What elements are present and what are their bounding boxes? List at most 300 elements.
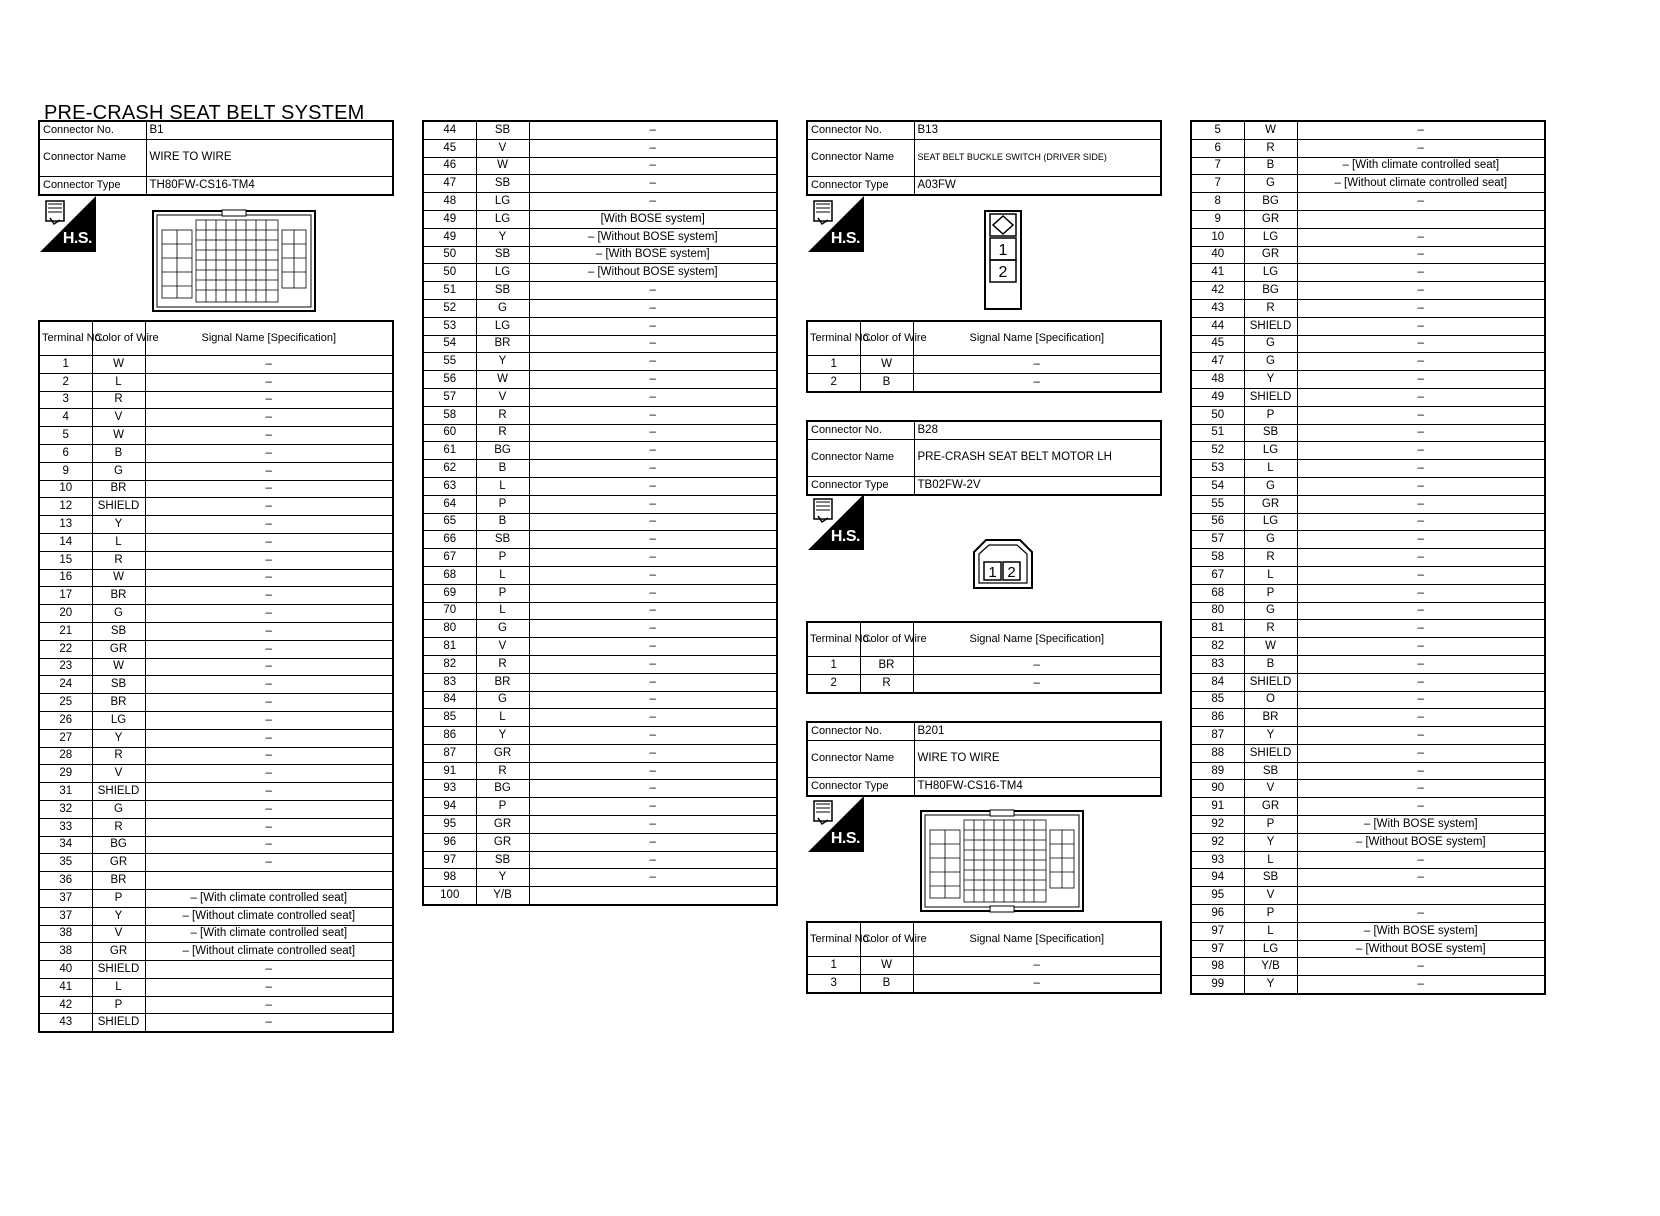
wire-color-cell: GR [92,854,145,872]
wire-color-cell: G [1244,602,1297,620]
wire-color-cell: G [92,605,145,623]
wire-color-cell: LG [1244,264,1297,282]
table-row [423,531,777,549]
hs-icon [808,796,864,852]
wire-color-cell: W [92,569,145,587]
terminal-no-cell: 54 [1191,477,1244,495]
wire-color-cell: BR [92,480,145,498]
terminal-no-cell: 97 [1191,940,1244,958]
signal-name-cell: – [145,836,393,854]
terminal-no-cell: 86 [1191,709,1244,727]
terminal-no-header: Terminal No. [807,922,860,957]
b28-terminal-table [806,621,1162,694]
table-row [1191,228,1545,246]
table-row [423,264,777,282]
terminal-no-cell: 12 [39,498,92,516]
signal-name-cell: – [529,175,777,193]
connector-type-label: Connector Type [807,476,914,494]
signal-name-cell: – [1297,727,1545,745]
table-row [1191,673,1545,691]
table-row [423,655,777,673]
terminal-no-cell: 81 [1191,620,1244,638]
signal-name-cell [1297,210,1545,228]
signal-name-cell: – [1297,353,1545,371]
table-row [39,747,393,765]
table-row [1191,833,1545,851]
terminal-no-cell: 38 [39,943,92,961]
connector-name-label: Connector Name [807,740,914,777]
terminal-no-cell: 27 [39,729,92,747]
table-row [1191,531,1545,549]
wire-color-cell: V [1244,887,1297,905]
table-row [39,783,393,801]
table-row [423,566,777,584]
terminal-no-cell: 80 [1191,602,1244,620]
wire-color-cell: R [476,406,529,424]
table-row [423,460,777,478]
terminal-no-cell: 6 [39,444,92,462]
terminal-no-cell: 62 [423,460,476,478]
terminal-no-cell: 99 [1191,976,1244,994]
wire-color-cell: G [476,691,529,709]
signal-name-cell: – [529,299,777,317]
table-row [1191,780,1545,798]
table-row [423,246,777,264]
signal-name-cell: – [1297,317,1545,335]
b1-info-table [38,120,394,196]
wire-color-cell: BG [1244,193,1297,211]
signal-name-cell: – [145,622,393,640]
signal-name-cell: – [1297,139,1545,157]
table-row [807,974,1161,992]
table-row [423,549,777,567]
wire-color-cell: G [92,800,145,818]
terminal-no-cell: 31 [39,783,92,801]
signal-name-cell: – [145,961,393,979]
table-row [39,391,393,409]
signal-name-cell: – [1297,655,1545,673]
signal-name-cell: – [1297,299,1545,317]
table-row [807,957,1161,975]
signal-name-cell: – [145,516,393,534]
table-row [39,800,393,818]
hs-label: H.S. [830,230,860,247]
table-row [39,356,393,374]
signal-name-cell: – [1297,371,1545,389]
terminal-no-cell: 57 [1191,531,1244,549]
table-row [423,691,777,709]
signal-name-cell: – [145,640,393,658]
wire-color-cell: G [1244,477,1297,495]
table-row [807,674,1161,692]
terminal-no-cell: 94 [423,798,476,816]
signal-name-cell: – [529,121,777,139]
signal-name-cell: – [1297,584,1545,602]
table-row [423,602,777,620]
wire-color-cell: SHIELD [1244,317,1297,335]
signal-name-cell: – [529,727,777,745]
terminal-no-cell: 25 [39,694,92,712]
signal-name-cell: – [145,480,393,498]
signal-name-cell: – [529,744,777,762]
terminal-no-cell: 92 [1191,833,1244,851]
wire-color-cell: BR [1244,709,1297,727]
wire-color-cell: B [476,513,529,531]
terminal-no-cell: 97 [1191,922,1244,940]
wire-color-cell: Y [476,869,529,887]
terminal-no-cell: 80 [423,620,476,638]
wire-color-cell: V [476,139,529,157]
terminal-no-cell: 40 [39,961,92,979]
signal-name-cell: – [1297,851,1545,869]
terminal-no-cell: 7 [1191,157,1244,175]
table-row [423,193,777,211]
wire-color-cell: P [1244,905,1297,923]
signal-name-cell: – [1297,264,1545,282]
table-row [39,622,393,640]
terminal-no-cell: 2 [807,373,860,391]
wire-color-cell: V [92,925,145,943]
table-row [423,477,777,495]
table-row [1191,638,1545,656]
b201-terminal-rows-continued [1191,121,1545,994]
signal-name-cell: – [With BOSE system] [529,246,777,264]
wire-color-cell: G [476,299,529,317]
signal-name-cell: – [145,694,393,712]
b1-connector-no: B1 [146,121,393,139]
terminal-no-cell: 83 [423,673,476,691]
wire-color-cell: Y [92,516,145,534]
wire-color-cell: B [1244,157,1297,175]
wire-color-cell: Y [1244,833,1297,851]
b13-terminal-table [806,320,1162,393]
wire-color-cell: SHIELD [1244,673,1297,691]
table-row [423,816,777,834]
terminal-no-cell: 3 [39,391,92,409]
wire-color-cell: R [860,674,913,692]
color-of-wire-header: Color of Wire [92,321,145,356]
signal-name-cell: – [1297,638,1545,656]
wire-color-cell: P [1244,584,1297,602]
signal-name-cell: – [1297,620,1545,638]
table-row [1191,157,1545,175]
terminal-no-cell: 93 [423,780,476,798]
terminal-no-cell: 45 [423,139,476,157]
table-row [423,513,777,531]
wire-color-cell: BG [92,836,145,854]
wire-color-cell: SB [1244,869,1297,887]
wire-color-cell: P [92,996,145,1014]
terminal-no-cell: 34 [39,836,92,854]
wire-color-cell: L [1244,460,1297,478]
table-row [39,765,393,783]
table-row [807,657,1161,675]
signal-name-cell: – [145,658,393,676]
signal-name-cell: – [529,353,777,371]
table-row [39,836,393,854]
table-row [423,335,777,353]
wire-color-cell: R [1244,299,1297,317]
signal-name-cell: – [529,566,777,584]
wire-color-cell: GR [476,816,529,834]
wire-color-cell: L [476,602,529,620]
wire-color-cell: SHIELD [1244,388,1297,406]
wire-color-cell: R [92,747,145,765]
b13-pin-2: 2 [998,264,1008,281]
wire-color-cell: R [1244,139,1297,157]
wire-color-cell: L [92,533,145,551]
table-row [1191,442,1545,460]
table-row [1191,727,1545,745]
wire-color-cell: LG [1244,513,1297,531]
connector-name-label: Connector Name [39,139,146,176]
wire-color-cell: BG [1244,282,1297,300]
terminal-no-cell: 54 [423,335,476,353]
wire-color-cell: B [860,373,913,391]
b201-connector-face [920,810,1084,912]
wire-color-cell: BG [476,442,529,460]
signal-name-cell: – [145,729,393,747]
signal-name-cell: – [1297,442,1545,460]
table-row [1191,602,1545,620]
signal-name-cell: – [Without climate controlled seat] [145,907,393,925]
table-row [39,658,393,676]
connector-no-label: Connector No. [39,121,146,139]
wire-color-cell: W [1244,121,1297,139]
signal-name-cell: – [529,673,777,691]
wire-color-cell: P [476,798,529,816]
terminal-no-header: Terminal No. [807,622,860,657]
wire-color-cell: L [1244,851,1297,869]
terminal-no-cell: 85 [1191,691,1244,709]
terminal-no-cell: 26 [39,711,92,729]
wire-color-cell: L [1244,922,1297,940]
b201-terminal-table [806,921,1162,994]
wire-color-cell: SHIELD [1244,744,1297,762]
table-row [1191,193,1545,211]
wire-color-cell: BR [860,657,913,675]
terminal-no-cell: 7 [1191,175,1244,193]
b1-terminal-rows-continued [423,121,777,905]
hs-label: H.S. [830,528,860,545]
terminal-no-cell: 87 [1191,727,1244,745]
wire-color-cell: BR [476,673,529,691]
table-row [39,516,393,534]
wire-color-cell: P [476,584,529,602]
table-row [423,121,777,139]
terminal-no-cell: 63 [423,477,476,495]
table-row [39,427,393,445]
b201-connector-name: WIRE TO WIRE [914,740,1161,777]
wire-color-cell: LG [476,210,529,228]
wire-color-cell: SB [476,851,529,869]
table-row [423,371,777,389]
signal-name-cell: – [1297,531,1545,549]
connector-type-label: Connector Type [807,777,914,795]
signal-name-cell: – [529,638,777,656]
signal-name-cell: – [1297,762,1545,780]
signal-name-header: Signal Name [Specification] [913,321,1161,356]
b201-terminal-table-continued [1190,120,1546,995]
terminal-no-cell: 98 [423,869,476,887]
signal-name-cell: – [529,317,777,335]
wire-color-cell: B [476,460,529,478]
table-row [39,444,393,462]
signal-name-cell: – [529,833,777,851]
terminal-no-cell: 36 [39,872,92,890]
terminal-no-cell: 21 [39,622,92,640]
wire-color-cell: L [92,978,145,996]
signal-name-cell: – [1297,282,1545,300]
terminal-no-cell: 60 [423,424,476,442]
signal-name-cell: – [145,676,393,694]
terminal-no-cell: 68 [1191,584,1244,602]
signal-name-cell: – [529,816,777,834]
wire-color-cell: LG [1244,940,1297,958]
signal-name-cell: [With BOSE system] [529,210,777,228]
terminal-no-cell: 82 [1191,638,1244,656]
table-row [423,175,777,193]
wire-color-cell: LG [476,317,529,335]
wire-color-cell: L [92,373,145,391]
terminal-no-cell: 84 [423,691,476,709]
b1-connector-name: WIRE TO WIRE [146,139,393,176]
signal-name-cell: – [1297,477,1545,495]
signal-name-cell: – [1297,673,1545,691]
wire-color-cell: GR [476,833,529,851]
terminal-no-cell: 13 [39,516,92,534]
signal-name-cell: – [With climate controlled seat] [145,925,393,943]
terminal-no-cell: 29 [39,765,92,783]
table-row [1191,175,1545,193]
wire-color-cell: G [92,462,145,480]
table-row [39,818,393,836]
terminal-no-cell: 17 [39,587,92,605]
signal-name-cell: – [1297,246,1545,264]
signal-name-cell: – [1297,905,1545,923]
signal-name-cell: – [913,957,1161,975]
terminal-no-cell: 37 [39,889,92,907]
table-row [423,424,777,442]
table-row [423,406,777,424]
terminal-no-cell: 52 [423,299,476,317]
terminal-no-cell: 83 [1191,655,1244,673]
terminal-no-cell: 10 [1191,228,1244,246]
table-row [423,210,777,228]
wire-color-cell: P [92,889,145,907]
wire-color-cell: L [476,709,529,727]
signal-name-cell: – [529,620,777,638]
terminal-no-cell: 28 [39,747,92,765]
signal-name-cell: – [145,605,393,623]
table-row [1191,246,1545,264]
wire-color-cell: SB [476,246,529,264]
table-row [39,373,393,391]
terminal-no-cell: 48 [1191,371,1244,389]
table-row [423,353,777,371]
table-row [1191,887,1545,905]
signal-name-cell: – [529,424,777,442]
wire-color-cell: W [92,658,145,676]
signal-name-cell: – [145,551,393,569]
b28-connector-no: B28 [914,421,1161,439]
connector-no-label: Connector No. [807,121,914,139]
signal-name-header: Signal Name [Specification] [913,622,1161,657]
table-row [423,157,777,175]
signal-name-cell: – [913,356,1161,374]
table-row [423,584,777,602]
signal-name-cell: – [529,869,777,887]
table-row [39,961,393,979]
terminal-no-cell: 1 [39,356,92,374]
color-of-wire-header: Color of Wire [860,622,913,657]
table-row [39,907,393,925]
table-row [39,978,393,996]
table-row [1191,798,1545,816]
terminal-no-cell: 46 [423,157,476,175]
signal-name-cell: – [529,709,777,727]
terminal-no-cell: 68 [423,566,476,584]
table-row [39,640,393,658]
wire-color-cell: V [476,638,529,656]
wire-color-cell: GR [1244,246,1297,264]
table-row [39,872,393,890]
terminal-no-cell: 1 [807,657,860,675]
table-row [423,673,777,691]
b28-connector-type: TB02FW-2V [914,476,1161,494]
terminal-no-cell: 65 [423,513,476,531]
terminal-no-cell: 51 [1191,424,1244,442]
terminal-no-cell: 6 [1191,139,1244,157]
signal-name-cell: – [913,373,1161,391]
table-row [423,727,777,745]
terminal-no-cell: 14 [39,533,92,551]
table-row [39,409,393,427]
signal-name-cell: – [529,602,777,620]
b1-terminal-table [38,320,394,1033]
terminal-no-cell: 50 [423,246,476,264]
wire-color-cell: P [1244,406,1297,424]
table-row [423,299,777,317]
terminal-no-header: Terminal No. [39,321,92,356]
signal-name-cell: – [529,531,777,549]
signal-name-cell: – [529,513,777,531]
wire-color-cell: SB [92,676,145,694]
wire-color-cell: LG [1244,228,1297,246]
wire-color-cell: W [1244,638,1297,656]
signal-name-cell: – [1297,495,1545,513]
wire-color-cell: SB [476,175,529,193]
terminal-no-cell: 37 [39,907,92,925]
terminal-no-cell: 9 [39,462,92,480]
terminal-no-cell: 2 [807,674,860,692]
table-row [39,498,393,516]
terminal-no-cell: 4 [39,409,92,427]
wire-color-cell: B [860,974,913,992]
terminal-no-cell: 81 [423,638,476,656]
table-row [39,551,393,569]
signal-name-cell: – [529,549,777,567]
wire-color-cell: R [476,655,529,673]
terminal-no-cell: 97 [423,851,476,869]
signal-name-cell: – [145,409,393,427]
b1-terminal-table-continued [422,120,778,906]
signal-name-header: Signal Name [Specification] [913,922,1161,957]
signal-name-cell: – [1297,460,1545,478]
signal-name-cell: – [With climate controlled seat] [145,889,393,907]
wire-color-cell: BR [92,587,145,605]
table-row [1191,691,1545,709]
